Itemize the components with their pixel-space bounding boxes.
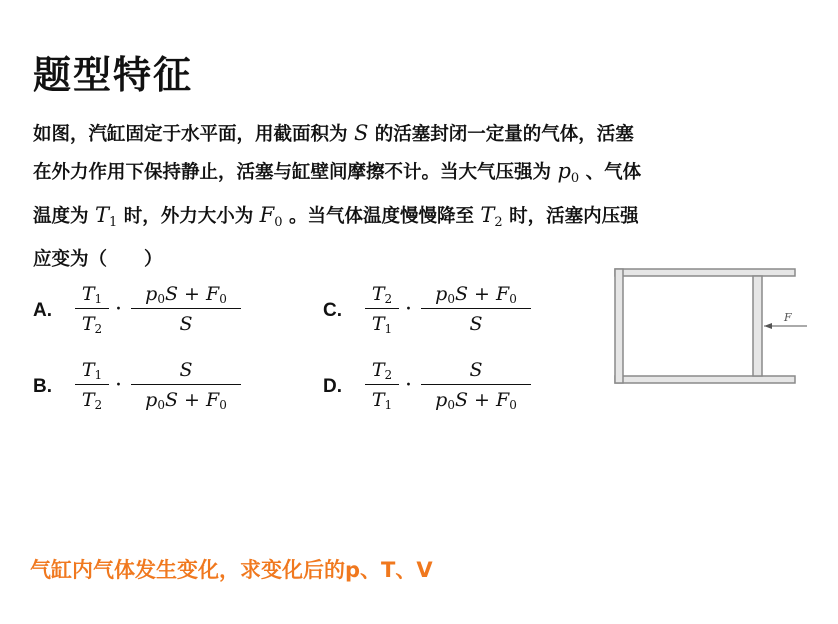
option-letter: B. bbox=[33, 376, 52, 397]
option-b[interactable] bbox=[33, 356, 263, 426]
fraction-2 bbox=[421, 356, 531, 413]
frac-den: S bbox=[469, 313, 483, 335]
piston bbox=[753, 276, 762, 376]
fraction-1 bbox=[75, 356, 109, 413]
fraction-2 bbox=[421, 280, 531, 337]
frac-den: $p_0S + F_0$ bbox=[145, 389, 227, 412]
cylinder-left-wall bbox=[615, 269, 623, 383]
option-letter: D. bbox=[323, 376, 342, 397]
cylinder-top-wall bbox=[615, 269, 795, 276]
option-letter: C. bbox=[323, 300, 342, 321]
question-line-1: 如图，汽缸固定于水平面，用截面积为 S 的活塞封闭一定量的气体，活塞 bbox=[33, 121, 634, 145]
question-line-2: 在外力作用下保持静止，活塞与缸壁间摩擦不计。当大气压强为 $p_0$ 、气体 bbox=[33, 159, 642, 186]
question-text bbox=[33, 115, 828, 278]
math-S: S bbox=[353, 121, 369, 145]
multiply-dot: · bbox=[115, 373, 122, 398]
cylinder-bottom-wall bbox=[615, 376, 795, 383]
fraction-2 bbox=[131, 356, 241, 413]
frac-num: $T_1$ bbox=[81, 283, 103, 306]
frac-num: $p_0S + F_0$ bbox=[145, 283, 227, 306]
frac-num: $T_2$ bbox=[371, 283, 393, 306]
option-a[interactable] bbox=[33, 280, 263, 350]
frac-den: $T_2$ bbox=[81, 389, 103, 412]
option-d[interactable] bbox=[323, 356, 553, 426]
frac-num: S bbox=[469, 359, 483, 381]
math-T2: $T_2$ bbox=[480, 203, 503, 230]
question-line-3: 温度为 $T_1$ 时，外力大小为 $F_0$ 。当气体温度慢慢降至 $T_2$ 时，活塞内压强 bbox=[33, 203, 639, 230]
frac-den: S bbox=[179, 313, 193, 335]
fraction-1 bbox=[365, 280, 399, 337]
frac-num: $T_2$ bbox=[371, 359, 393, 382]
frac-den: $p_0S + F_0$ bbox=[435, 389, 517, 412]
summary-note: 气缸内气体发生变化，求变化后的p、T、V bbox=[30, 558, 433, 582]
multiply-dot: · bbox=[115, 297, 122, 322]
frac-num: S bbox=[179, 359, 193, 381]
math-p0: $p_0$ bbox=[557, 159, 580, 186]
cylinder-piston-diagram bbox=[612, 266, 812, 391]
question-line-4: 应变为（ ） bbox=[33, 249, 163, 270]
math-T1: $T_1$ bbox=[94, 203, 118, 230]
fraction-2 bbox=[131, 280, 241, 337]
frac-den: $T_1$ bbox=[371, 313, 393, 336]
multiply-dot: · bbox=[405, 297, 412, 322]
frac-den: $T_1$ bbox=[371, 389, 393, 412]
fraction-1 bbox=[75, 280, 109, 337]
force-label: F bbox=[784, 311, 792, 324]
frac-den: $T_2$ bbox=[81, 313, 103, 336]
frac-num: $p_0S + F_0$ bbox=[435, 283, 517, 306]
page-title: 题型特征 bbox=[33, 53, 194, 97]
frac-num: $T_1$ bbox=[81, 359, 103, 382]
option-letter: A. bbox=[33, 300, 52, 321]
math-F0: $F_0$ bbox=[259, 203, 283, 230]
fraction-1 bbox=[365, 356, 399, 413]
option-c[interactable] bbox=[323, 280, 553, 350]
multiply-dot: · bbox=[405, 373, 412, 398]
